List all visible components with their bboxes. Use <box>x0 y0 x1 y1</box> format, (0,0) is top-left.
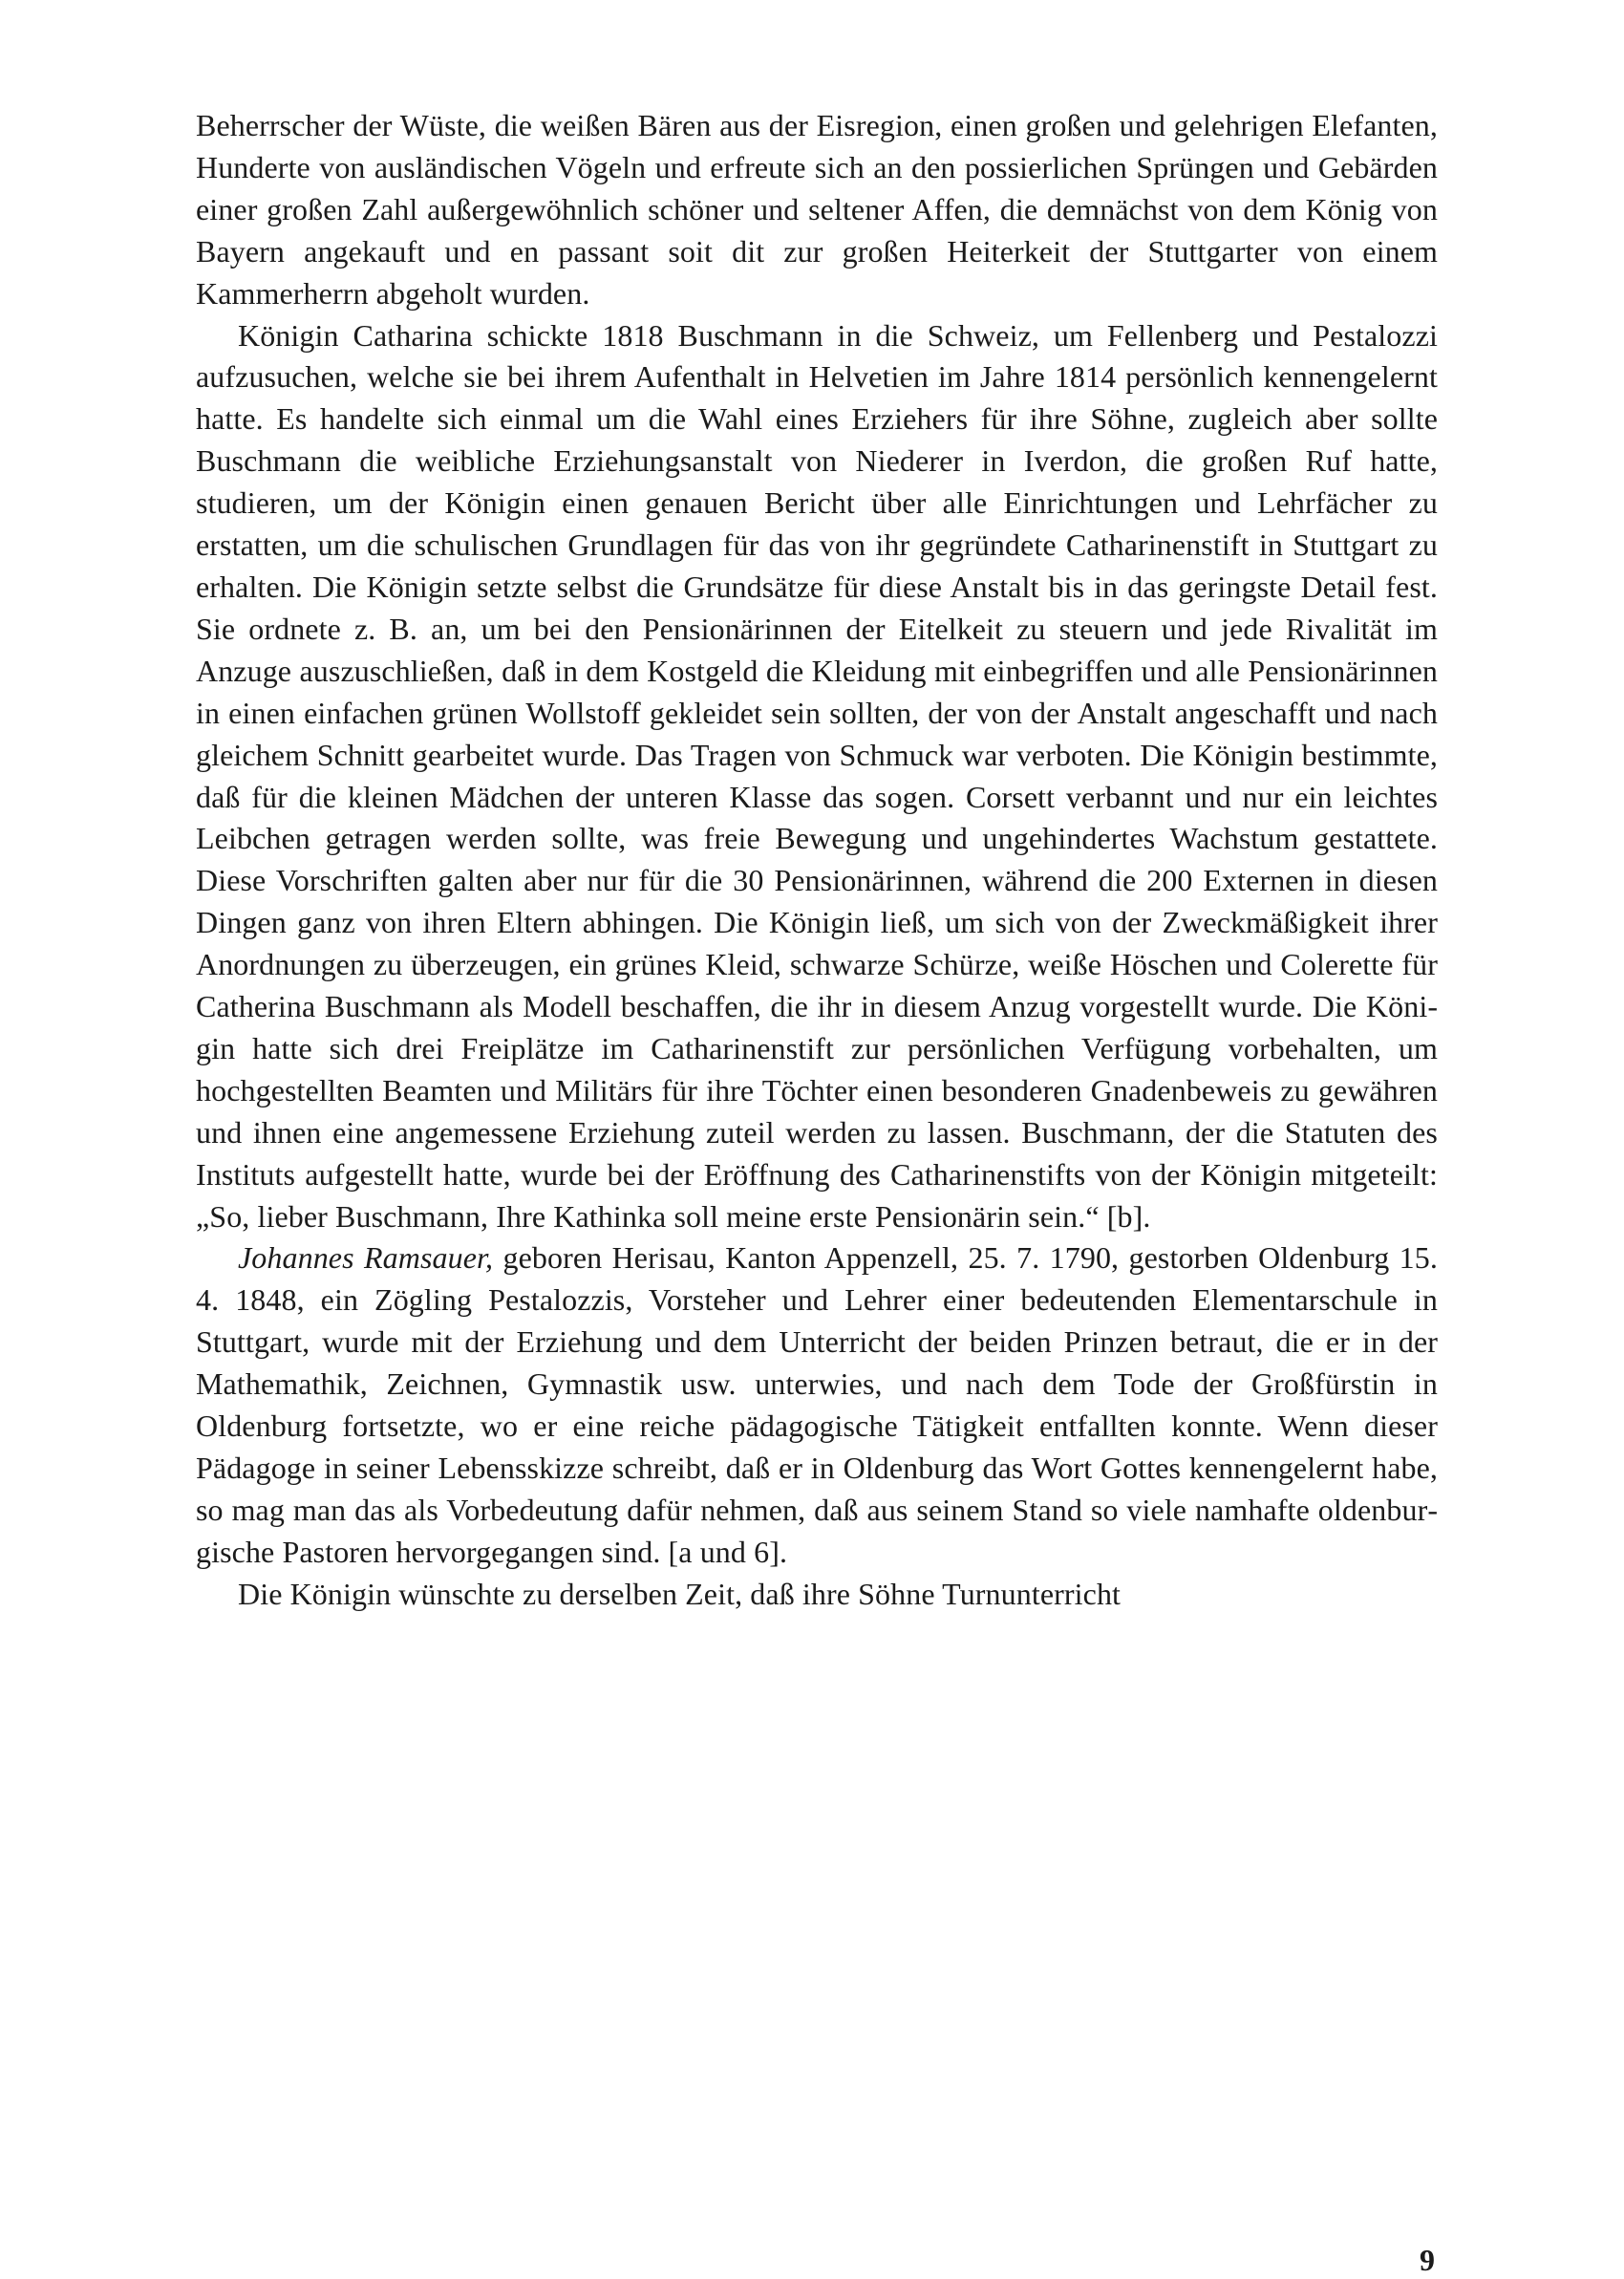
paragraph-menagerie <box>196 105 1438 315</box>
paragraph-lead-name: Johannes Ramsauer, <box>238 1240 494 1276</box>
paragraph-text: Die Königin wünschte zu derselben Zeit, daß ihre Söhne Turnunterricht <box>238 1576 1122 1611</box>
paragraph-turnunterricht <box>196 1574 1438 1616</box>
paragraph-text: geboren Herisau, Kanton Appenzell, 25. 7. 1790, gestorben Oldenburg 15. 4. 1848, ein Zögling Pestalozzis, Vorsteher und Lehrer einer bedeutenden Elementarschule in Stuttgart, wurde mit der Erziehung und dem Unterricht der beiden Prinzen betraut, die er in der Mathemathik, Zeichnen, Gymnastik usw. unterwies, und nach dem Tode der Großfürstin in Oldenburg fortsetzte, wo er eine reiche pädagogische Tätigkeit entfallten konnte. Wenn dieser Pädagoge in seiner Lebensskizze schreibt, daß er in Oldenburg das Wort Gottes kennengelernt habe, so mag man das als Vorbedeutung dafür nehmen, daß aus seinem Stand so viele namhafte oldenburgische Pastoren hervorgegangen sind. [a und 6]. <box>196 1240 1438 1569</box>
paragraph-ramsauer <box>196 1237 1438 1573</box>
paragraph-catharinenstift <box>196 315 1438 1238</box>
body-text <box>196 105 1438 1616</box>
page-number: 9 <box>1420 2243 1435 2277</box>
paragraph-text: Königin Catharina schickte 1818 Buschmann in die Schweiz, um Fellenberg und Pestalozzi aufzusuchen, welche sie bei ihrem Aufenthalt in Helvetien im Jahre 1814 persönlich kennengelernt hatte. Es handelte sich einmal um die Wahl eines Erziehers für ihre Söhne, zugleich aber sollte Buschmann die weibliche Erziehungsanstalt von Niederer in Iverdon, die großen Ruf hatte, studieren, um der Königin einen genauen Bericht über alle Einrichtungen und Lehrfächer zu erstatten, um die schulischen Grundlagen für das von ihr gegründete Catharinenstift in Stuttgart zu erhalten. Die Königin setzte selbst die Grundsätze für diese Anstalt bis in das geringste Detail fest. Sie ordnete z. B. an, um bei den Pensionärinnen der Eitelkeit zu steuern und jede Rivalität im Anzuge auszuschließen, daß in dem Kostgeld die Kleidung mit einbegriffen und alle Pensionärinnen in einen einfachen grünen Wollstoff gekleidet sein sollten, der von der Anstalt angeschafft und nach gleichem Schnitt gearbeitet wurde. Das Tragen von Schmuck war verboten. Die Königin bestimmte, daß für die kleinen Mädchen der unteren Klasse das sogen. Corsett verbannt und nur ein leichtes Leibchen getragen werden sollte, was freie Bewegung und ungehindertes Wachstum gestattete. Diese Vorschriften galten aber nur für die 30 Pensionärinnen, während die 200 Externen in diesen Dingen ganz von ihren Eltern abhingen. Die Königin ließ, um sich von der Zweckmäßigkeit ihrer Anordnungen zu überzeugen, ein grünes Kleid, schwarze Schürze, weiße Höschen und Colerette für Catherina Buschmann als Modell beschaffen, die ihr in diesem Anzug vorgestellt wurde. Die Königin hatte sich drei Freiplätze im Catharinenstift zur persönlichen Verfügung vorbehalten, um hochgestellten Beamten und Militärs für ihre Töchter einen besonderen Gnadenbeweis zu gewähren und ihnen eine angemessene Erziehung zuteil werden zu lassen. Buschmann, der die Statuten des Instituts aufgestellt hatte, wurde bei der Eröffnung des Catharinenstifts von der Königin mitgeteilt: „So, lieber Buschmann, Ihre Kathinka soll meine erste Pensionärin sein.“ [b]. <box>196 317 1438 1234</box>
paragraph-text: Beherrscher der Wüste, die weißen Bären aus der Eisregion, einen großen und gelehrigen Elefanten, Hunderte von ausländischen Vögeln und erfreute sich an den possierlichen Sprüngen und Gebärden einer großen Zahl außergewöhnlich schöner und seltener Affen, die demnächst von dem König von Bayern angekauft und en passant soit dit zur großen Heiterkeit der Stuttgarter von einem Kammerherrn abgeholt wurden. <box>196 108 1438 311</box>
